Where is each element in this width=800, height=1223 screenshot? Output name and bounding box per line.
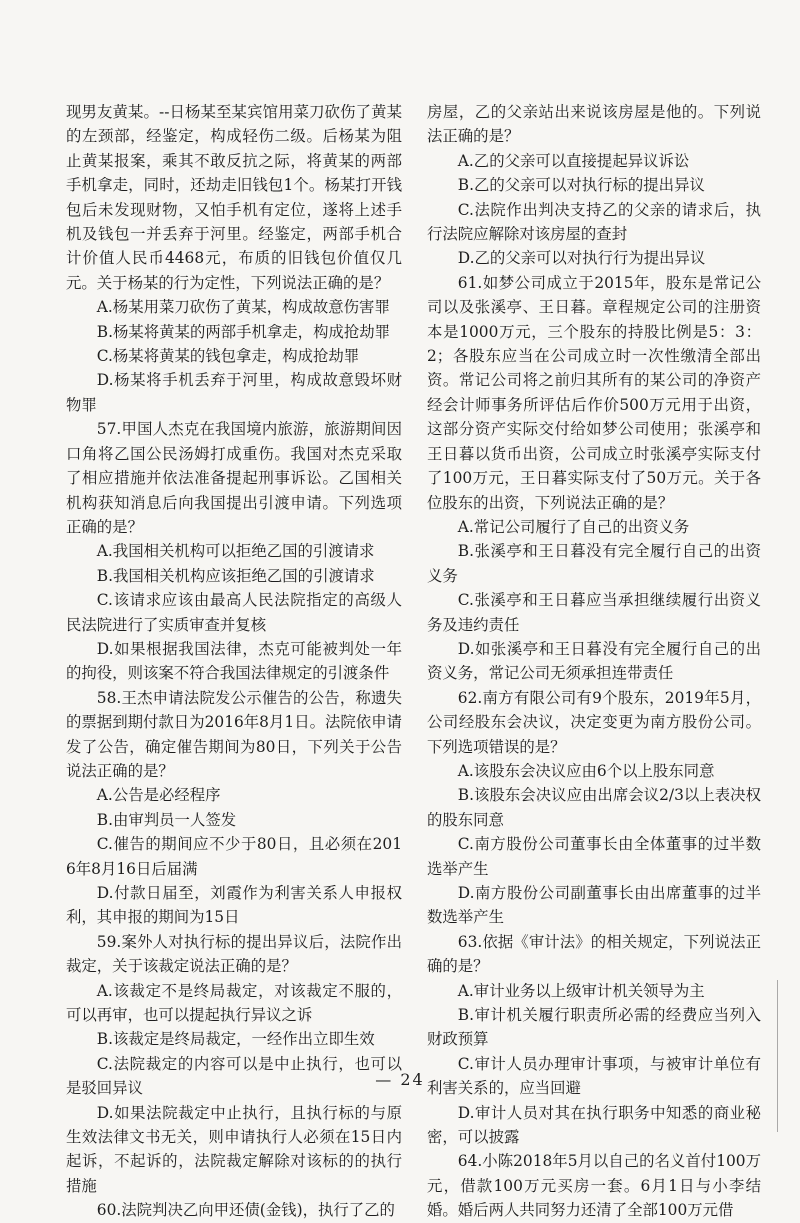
question-60-option-d: D.乙的父亲可以对执行行为提出异议 xyxy=(457,249,706,268)
question-63-stem: 63.依据《审计法》的相关规定，下列说法正确的是？ xyxy=(427,932,761,976)
question-60-option-c: C.法院作出判决支持乙的父亲的请求后，执行法院应解除对该房屋的查封 xyxy=(427,200,761,244)
question-61-option-b: B.张溪亭和王日暮没有完全履行自己的出资义务 xyxy=(427,542,761,585)
question-59-option-b: B.该裁定是终局裁定，一经作出立即生效 xyxy=(96,1030,375,1049)
question-56-option-a: A.杨某用菜刀砍伤了黄某，构成故意伤害罪 xyxy=(96,298,390,317)
question-59-stem: 59.案外人对执行标的提出异议后，法院作出裁定，关于该裁定说法正确的是？ xyxy=(66,932,402,976)
question-60-option-b: B.乙的父亲可以对执行标的提出异议 xyxy=(457,176,705,195)
right-column xyxy=(427,100,761,1223)
scan-edge-line xyxy=(775,980,778,1132)
question-62-option-d: D.南方股份公司副董事长由出席董事的过半数选举产生 xyxy=(427,884,761,927)
question-58-stem: 58.王杰申请法院发公示催告的公告，称遗失的票据到期付款日为2016年8月1日。法院依申请发了公告，确定催告期间为80日，下列关于公告说法正确的是？ xyxy=(66,688,402,780)
question-64-stem: 64.小陈2018年5月以自己的名义首付100万元，借款100万元买房一套。6月1日与小李结婚。婚后两人共同努力还清了全部100万元借 xyxy=(427,1152,761,1220)
question-58-option-b: B.由审判员一人签发 xyxy=(96,810,237,829)
question-57-stem: 57.甲国人杰克在我国境内旅游，旅游期间因口角将乙国公民汤姆打成重伤。我国对杰克采取了相应措施并依法准备提起刑事诉讼。乙国相关机构获知消息后向我国提出引渡申请。下列选项正确的是？ xyxy=(66,420,402,536)
question-59-option-a: A.该裁定不是终局裁定，对该裁定不服的，可以再审，也可以提起执行异议之诉 xyxy=(66,981,402,1025)
question-57-option-b: B.我国相关机构应该拒绝乙国的引渡请求 xyxy=(96,566,375,585)
question-56-option-b: B.杨某将黄某的两部手机拿走，构成抢劫罪 xyxy=(96,322,391,341)
question-62-option-c: C.南方股份公司董事长由全体董事的过半数选举产生 xyxy=(427,835,761,878)
question-56-option-c: C.杨某将黄某的钱包拿走，构成抢劫罪 xyxy=(96,347,360,366)
question-57-option-c: C.该请求应该由最高人民法院指定的高级人民法院进行了实质审查并复核 xyxy=(66,591,402,634)
question-58-option-d: D.付款日届至，刘霞作为利害关系人申报权利，其申报的期间为15日 xyxy=(66,884,402,927)
question-57-option-a: A.我国相关机构可以拒绝乙国的引渡请求 xyxy=(96,542,375,561)
question-58-option-a: A.公告是必经程序 xyxy=(96,786,221,805)
question-63-option-c: C.审计人员办理审计事项，与被审计单位有利害关系的，应当回避 xyxy=(427,1054,761,1098)
question-60-stem: 60.法院判决乙向甲还债(金钱)，执行了乙的 xyxy=(96,1201,395,1220)
page-number: — 24 xyxy=(375,1070,425,1089)
question-56-option-d: D.杨某将手机丢弃于河里，构成故意毁坏财物罪 xyxy=(66,371,402,414)
question-62-option-a: A.该股东会决议应由6个以上股东同意 xyxy=(457,761,715,780)
question-56-stem: 现男友黄某。--日杨某至某宾馆用菜刀砍伤了黄某的左颈部，经鉴定，构成轻伤二级。后杨某为阻止黄某报案，乘其不敢反抗之际，将黄某的两部手机拿走，同时，还劫走旧钱包1个。杨某打开钱包后未发现财物，又怕手机有定位，遂将上述手机及钱包一并丢弃于河里。经鉴定，两部手机合计价值人民币4468元，布质的旧钱包价值仅几元。关于杨某的行为定性，下列说法正确的是？ xyxy=(66,103,402,292)
question-61-stem: 61.如梦公司成立于2015年，股东是常记公司以及张溪亭、王日暮。章程规定公司的注册资本是1000万元，三个股东的持股比例是5：3：2；各股东应当在公司成立时一次性缴清全部出资。常记公司将之前归其所有的某公司的净资产经会计师事务所评估后作价500万元用于出资，这部分资产实际交付给如梦公司使用；张溪亭和王日暮以货币出资，公司成立时张溪亭实际支付了100万元，王日暮实际支付了50万元。关于各位股东的出资，下列说法正确的是？ xyxy=(427,273,761,512)
question-62-option-b: B.该股东会决议应由出席会议2/3以上表决权的股东同意 xyxy=(427,786,761,829)
question-59-option-c: C.法院裁定的内容可以是中止执行，也可以是驳回异议 xyxy=(66,1054,402,1098)
question-61-option-a: A.常记公司履行了自己的出资义务 xyxy=(457,517,690,536)
question-63-option-d: D.审计人员对其在执行职务中知悉的商业秘密，可以披露 xyxy=(427,1103,761,1147)
question-63-option-b: B.审计机关履行职责所必需的经费应当列入财政预算 xyxy=(427,1006,761,1049)
question-63-option-a: A.审计业务以上级审计机关领导为主 xyxy=(457,981,705,1000)
question-62-stem: 62.南方有限公司有9个股东，2019年5月，公司经股东会决议，决定变更为南方股份公司。下列选项错误的是？ xyxy=(427,688,761,756)
left-column xyxy=(66,100,402,1223)
question-61-option-c: C.张溪亭和王日暮应当承担继续履行出资义务及违约责任 xyxy=(427,591,761,634)
question-57-option-d: D.如果根据我国法律，杰克可能被判处一年的拘役，则该案不符合我国法律规定的引渡条件 xyxy=(66,639,402,683)
question-60-option-a: A.乙的父亲可以直接提起异议诉讼 xyxy=(457,151,690,170)
question-59-option-d: D.如果法院裁定中止执行，且执行标的与原生效法律文书无关，则申请执行人必须在15日内起诉，不起诉的，法院裁定解除对该标的的执行措施 xyxy=(66,1103,402,1195)
question-58-option-c: C.催告的期间应不少于80日，且必须在2016年8月16日后届满 xyxy=(66,835,402,878)
question-60-stem-continued: 房屋，乙的父亲站出来说该房屋是他的。下列说法正确的是？ xyxy=(427,103,761,146)
question-61-option-d: D.如张溪亭和王日暮没有完全履行自己的出资义务，常记公司无须承担连带责任 xyxy=(427,639,761,683)
